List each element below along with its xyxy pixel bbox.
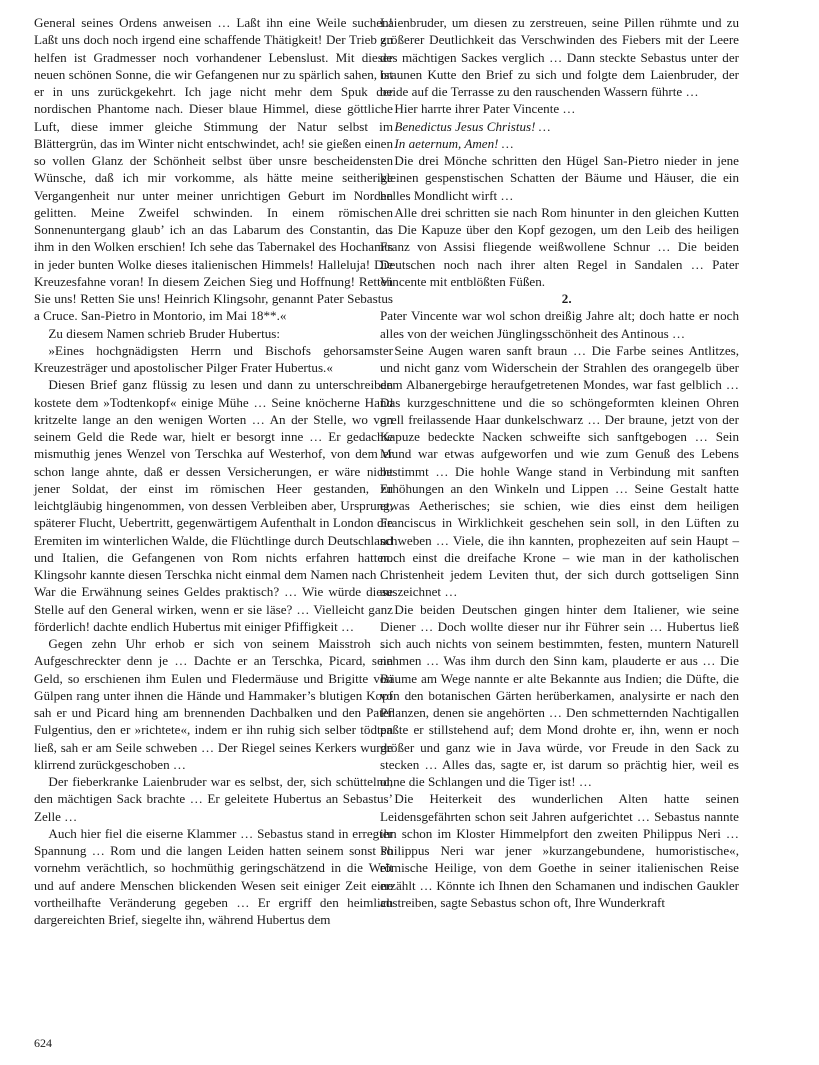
paragraph: Pater Vincente war wol schon dreißig Jahre alt; doch hatte er noch alles von der weichen Jünglingsschönheit des Antinous … (380, 308, 739, 341)
paragraph: Auch hier fiel die eiserne Klammer … Sebastus stand in erregter Spannung … Rom und die langen Leiden hatten seinem sonst so vornehm verächtlich, so hochmüthig geringschätzend in die Welt und auf andere Menschen blickenden Wesen seit einiger Zeit eine vortheilhafte Veränderung gegeben … Er ergriff den heimlich dargereichten Brief, siegelte ihn, während Hubertus dem (34, 825, 393, 927)
paragraph: Zu diesem Namen schrieb Bruder Hubertus: (48, 325, 281, 341)
latin-greeting: Benedictus Jesus Christus! … (394, 118, 551, 134)
section-heading: 2. (561, 291, 572, 306)
paragraph: Die drei Mönche schritten den Hügel San-Pietro nieder in jene kleinen gespenstischen Schatten der Bäume und Häuser, die ein helles Mondlicht wirft … (380, 153, 739, 203)
paragraph: Diesen Brief ganz flüssig zu lesen und dann zu unterschreiben kostete dem »Todtenkopf« einige Mühe … Seine knöcherne Hand kritzelte lange an den wenigen Worten … An der Stelle, wo von seinem Geld die Rede war, hielt er besorgt inne … Er gedachte mismuthig jenes Wenzel von Terschka auf Westerhof, von dem er schon lange ahnte, daß er dessen Versicherungen, er wäre nicht jener Soldat, der einst im römischen Heer gestanden, zu leichtgläubig hingenommen, von dessen Verbleiben aber, Ursprung, späterer Flucht, Uebertritt, gegenwärtigem Aufenthalt in London die Eremiten im winterlichen Walde, die Flüchtlinge durch Deutschland und Italien, die Gefangenen von Rom nichts erfahren hatten. Klingsohr kannte diesen Terschka nicht einmal dem Namen nach … War die Erwähnung seines Geldes praktisch? … Wie würde diese Stelle auf den General wirken, wenn er sie läse? … Vielleicht ganz förderlich! dachte endlich Hubertus mit einiger Pfiffigkeit … (34, 377, 393, 634)
paragraph: Seine Augen waren sanft braun … Die Farbe seines Antlitzes, und nicht ganz vom Widerschein der Strahlen des orangegelb über dem Albanergebirge heraufgetretenen Mondes, war fast gelblich … Das kurzgeschnittene und die so schöngeformten kleinen Ohren grell freilassende Haar dunkelschwarz … Der braune, jetzt von der Kapuze bedeckte Nacken schweifte sich sanftgebogen … Sein Mund war etwas aufgeworfen und wie zum Genuß des Lebens bestimmt … Die hohle Wange stand in Verbindung mit sanften Erhöhungen an den Winkeln und Lippen … Seine Gestalt hatte etwas Aetherisches; sie schien, wie dies einst dem heiligen Franciscus in Wirklichkeit geschehen sein soll, in den Lüften zu schweben … Viele, die ihn kannten, prophezeiten auf sein Haupt – noch einst die dreifache Krone – wie man in der katholischen Christenheit jedem Leviten thut, der sich durch gottseligen Sinn auszeichnet … (380, 342, 739, 600)
paragraph: »Eines hochgnädigsten Herrn und Bischofs gehorsamster Kreuzesträger und apostolischer Pilger Frater Hubertus.« (34, 342, 393, 375)
paragraph: Der fieberkranke Laienbruder war es selbst, der, sich schüttelnd, den mächtigen Sack brachte … Er geleitete Hubertus an Sebastus’ Zelle … (34, 774, 393, 824)
paragraph: General seines Ordens anweisen … Laßt ihn eine Weile suchen! Laßt uns doch noch irgend eine schaffende Thätigkeit! Der Trieb zu helfen ist Gradmesser noch vorhandener Lebenslust. Mit dieser neuen schönen Sonne, die wir Gefangenen nur zu spärlich sahen, ist er in uns zurückgekehrt. Ich jage nicht mehr dem Spuk der nordischen Phantome nach. Dieser blaue Himmel, diese göttliche Luft, diese immer gleiche Stimmung der Natur selbst im Blättergrün, das im Winter nicht entschwindet, ach! sie gießen einen so vollen Glanz der Schönheit selbst über unsre bescheidensten Wünsche, daß ich mir vorkomme, als hätte meine seitherige Vergangenheit nur unter meiner unrichtigen Geburt im Norden gelitten. Meine Zweifel schwinden. In einem römischen Sonnenuntergang glaub’ ich an das Labarum des Constantin, das ihm in den Wolken erschien! Ich sehe das Tabernakel des Hochamts in jeder bunten Wolke dieses italienischen Himmels! Halleluja! Die Kreuzesfahne voran! In diesem Zeichen Sieg und Hoffnung! Retten Sie uns! Retten Sie uns! Heinrich Klingsohr, genannt Pater Sebastus a Cruce. San-Pietro in Montorio, im Mai 18**.« (34, 15, 393, 324)
paragraph: Gegen zehn Uhr erhob er sich von seinem Maisstroh … Aufgeschreckter denn je … Dachte er an Terschka, Picard, sein Geld, so erschienen ihm Eulen und Fledermäuse und Brigitte von Gülpen rang unter ihnen die Hände und Hammaker’s blutigen Kopf sah er und Picard hing am brennenden Dachbalken und den Pater Fulgentius, den er »richtete«, indem er ihn ruhig sich selber tödten ließ, sah er am Seile schweben … Der Riegel seines Kerkers wurde klirrend zurückgeschoben … (34, 636, 393, 772)
paragraph: Die beiden Deutschen gingen hinter dem Italiener, wie seine Diener … Doch wollte dieser nur ihr Führer sein … Hubertus ließ sich auch nichts von seinem bestimmten, festen, muntern Naturell nehmen … Was ihm durch den Sinn kam, plauderte er aus … Die Bäume am Wege nannte er alte Bekannte aus Indien; die Düfte, die von den botanischen Gärten herüberkamen, analysirte er nach den Pflanzen, denen sie angehörten … Den schmetternden Nachtigallen paßte er stillstehend auf; dem Mond drohte er, ihn, wenn er noch größer und ganz wie in Java würde, vor Freude in den Sack zu stecken … Alles das, sagte er, ist darum so prächtig hier, weil es ohne die Schlangen und die Tiger ist! … (380, 601, 739, 789)
paragraph: Hier harrte ihrer Pater Vincente … (394, 101, 576, 117)
paragraph: Alle drei schritten sie nach Rom hinunter in den gleichen Kutten … Die Kapuze über den Kopf gezogen, um den Leib des heiligen Franz von Assisi fliegende weißwollene Schnur … Die beiden Deutschen noch nach ihrer alten Regel in Sandalen … Pater Vincente mit entblößten Füßen. (380, 204, 739, 289)
page-number: 624 (34, 1036, 52, 1050)
paragraph: Laienbruder, um diesen zu zerstreuen, seine Pillen rühmte und zu größerer Deutlichkeit das Verschwinden des Fiebers mit der Leere des mächtigen Sackes verglich … Dann steckte Sebastus unter der braunen Kutte den Brief zu sich und folgte dem Laienbruder, der beide auf die Terrasse zu den rauschenden Wassern führte … (380, 15, 739, 99)
left-column (34, 14, 393, 928)
paragraph: Die Heiterkeit des wunderlichen Alten hatte seinen Leidensgefährten schon seit Jahren aufgerichtet … Sebastus nannte ihn schon im Kloster Himmelpfort den zweiten Philippus Neri … Philippus Neri war jener »kurzangebundene, humoristische«, römische Heilige, von dem Goethe in seiner italienischen Reise erzählt … Könnte ich Ihnen den Schamanen und indischen Gaukler austreiben, sagte Sebastus schon oft, Ihre Wunderkraft (380, 791, 739, 910)
latin-response: In aeternum, Amen! … (394, 135, 514, 151)
right-column (380, 14, 739, 911)
